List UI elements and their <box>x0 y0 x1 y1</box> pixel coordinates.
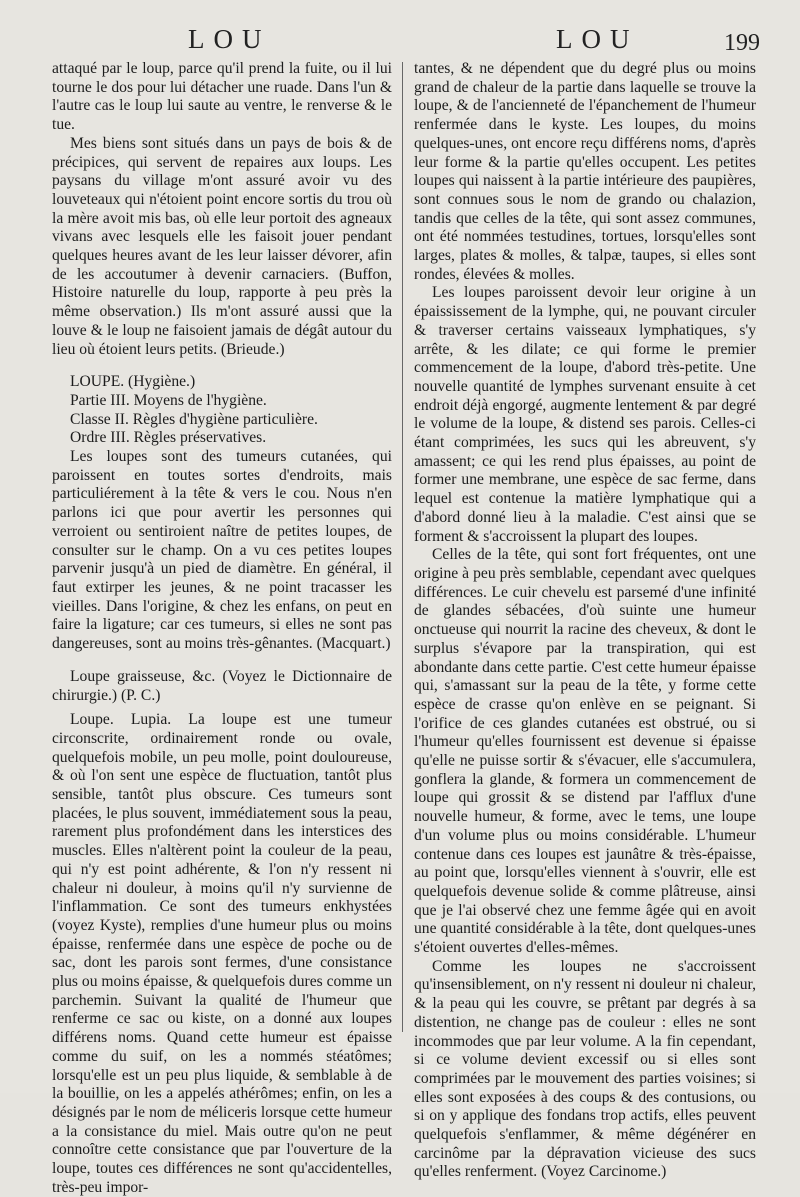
running-head-left: LOU <box>188 24 271 54</box>
paragraph-loupe-hygiene: Les loupes sont des tumeurs cutanées, qui paroissent en toutes sortes d'endroits, mais particuliérement à la tête & vers le cou. Nous n'en parlons ici que pour avertir les personnes qui verroient ou sentiroient naître de petites loupes, de consulter sur le champ. On a vu ces petites loupes parvenir jusqu'à un pied de diamètre. En général, il faut extirper les jeunes, & ne point tracasser les vieilles. Dans l'origine, & chez les enfans, on peut en faire la ligature; car ces tumeurs, si elles ne sont pas dangereuses, sont au moins très-gênantes. (Macquart.) <box>52 448 392 653</box>
paragraph-loupe-lupia: Loupe. Lupia. La loupe est une tumeur circonscrite, ordinairement ronde ou ovale, quelquefois mobile, un peu molle, point douloureuse, & où l'on sent une espèce de fluctuation, tantôt plus sensible, tantôt plus obscure. Ces tumeurs sont placées, le plus souvent, immédiatement sous la peau, rarement plus profondément dans les interstices des muscles. Elles n'altèrent point la couleur de la peau, qui n'y est point adhérente, & l'on n'y ressent ni chaleur ni douleur, à moins qu'il n'y survienne de l'inflammation. Ce sont des tumeurs enkhystées (voyez Kyste), remplies d'une humeur plus ou moins épaisse, renfermée dans une espèce de poche ou de sac, dont les parois sont fermes, d'une consistance plus ou moins épaisse, & quelquefois dures comme un parchemin. Suivant la qualité de l'humeur que renferme ce sac ou kiste, on a donné aux loupes différens noms. Quand cette humeur est épaisse comme du suif, on les a nommés stéatômes; lorsqu'elle est un peu plus liquide, & semblable à de la bouillie, on les a appelés athérômes; enfin, on les a désignés par le nom de méliceris lorsque cette humeur a la consistance du miel. Mais outre qu'on ne peut connoître cette consistance que par l'ouverture de la loupe, toutes ces différences ne sont qu'accidentelles, très-peu impor- <box>52 711 392 1196</box>
left-column <box>52 60 392 1197</box>
page-number: 199 <box>724 30 760 56</box>
paragraph-loupe-head: Celles de la tête, qui sont fort fréquentes, ont une origine à peu près semblable, cependant avec quelques différences. Le cuir chevelu est parsemé d'une infinité de glandes sébacées, d'où suinte une humeur onctueuse qui nourrit la racine des cheveux, & dont le surplus s'évapore par la transpiration, qui est abondante dans cette partie. C'est cette humeur épaisse qui, s'amassant sur la peau de la tête, y forme cette espèce de crasse qu'on enlève en se peignant. Si l'orifice de ces glandes cutanées est obstrué, ou si l'humeur qu'elles fournissent est devenue si épaisse qu'elle ne puisse sortir & s'évacuer, elle s'accumulera, gonflera la glande, & formera un commencement de loupe qui grossit & se distend par l'afflux d'une nouvelle humeur, & forme, avec le tems, une loupe d'un volume plus ou moins considérable. L'humeur contenue dans ces loupes est jaunâtre & très-épaisse, au point que, lorsqu'elles viennent à s'ouvrir, elle est quelquefois devenue solide & comme plâtreuse, ainsi que je l'ai observé chez une femme âgée qui en avoit une quantité considérable à la tête, dont quelques-unes s'étoient ouvertes d'elles-mêmes. <box>414 546 756 957</box>
entry-title-loupe-hygiene: LOUPE. (Hygiène.) <box>70 373 196 391</box>
paragraph-loupe-growth: Comme les loupes ne s'accroissent qu'insensiblement, on n'y ressent ni douleur ni chaleur, & la peau qui les couvre, se prêtant par degrés à sa distention, ne change pas de couleur : elles ne sont incommodes que par leur volume. A la fin cependant, si ce volume devient excessif ou si elles sont comprimées par le mouvement des parties voisines; si elles sont exposées à des coups & des contusions, ou si on y applique des fondans trop actifs, elles peuvent quelquefois s'enflammer, & même dégénérer en carcinôme par la dépravation vicieuse des sucs qu'elles renferment. (Voyez Carcinome.) <box>414 957 756 1181</box>
classification-line: Classe II. Règles d'hygiène particulière. <box>70 410 318 428</box>
paragraph-loupe-origin: Les loupes paroissent devoir leur origine à un épaississement de la lymphe, qui, ne pouvant circuler & traverser certains vaisseaux lymphatiques, s'y arrête, & les dilate; ce qui forme le premier commencement de la loupe, d'abord très-petite. Une nouvelle quantité de lymphes survenant ensuite à cet endroit déjà engorgé, augmente lentement & par degré le volume de la loupe, & distend ses parois. Celles-ci étant comprimées, les sucs qui les abreuvent, s'y amassent; ce qui les rend plus épaisses, au point de former une membrane, une espèce de sac ferme, dans lequel est contenue la matière lymphatique qui a d'abord donné lieu à la maladie. C'est ainsi que se forment & s'accroissent la plupart des loupes. <box>414 284 756 545</box>
column-divider <box>402 62 403 1032</box>
paragraph-loupe-continued: tantes, & ne dépendent que du degré plus ou moins grand de chaleur de la partie dans laquelle se trouve la loupe, & de l'ancienneté de l'épanchement de l'humeur renfermée dans le kyste. Les loupes, du moins quelques-unes, ont encore reçu différens noms, d'après leur forme & la partie qu'elles occupent. Les petites loupes qui naissent à la partie intérieure des paupières, sont connues sous le nom de grando ou chalazion, tandis que celles de la tête, qui sont assez communes, ont été nommées testudines, tortues, lorsqu'elles sont larges, plates & molles, & talpæ, taupes, si elles sont rondes, élevées & molles. <box>414 60 756 283</box>
classification-line: Partie III. Moyens de l'hygiène. <box>70 391 267 409</box>
right-column <box>414 60 756 1182</box>
paragraph-loup-brieude: Mes biens sont situés dans un pays de bois & de précipices, qui servent de repaires aux loups. Les paysans du village m'ont assuré avoir vu des louveteaux qui n'étoient point encore sortis du trou où la mère avoit mis bas, où elle leur portoit des agneaux vivans avec lesquels elle les faisoit jouer pendant quelques heures avant de les leur laisser dévorer, afin de les accoutumer à devenir carnaciers. (Buffon, Histoire naturelle du loup, rapporte à peu près la même observation.) Ils m'ont assuré aussi que la louve & le loup ne faisoient jamais de dégât autour du lieu où étoient leurs petits. (Brieude.) <box>52 134 392 358</box>
paragraph-loup-continued: attaqué par le loup, parce qu'il prend la fuite, ou il lui tourne le dos pour lui détacher une ruade. Dans l'un & l'autre cas le loup lui saute au ventre, le renverse & le tue. <box>52 60 392 134</box>
classification-line: Ordre III. Règles préservatives. <box>70 429 267 447</box>
entry-loupe-graisseuse: Loupe graisseuse, &c. (Voyez le Dictionnaire de chirurgie.) (P. C.) <box>52 667 392 704</box>
running-head-right: LOU <box>556 24 639 54</box>
